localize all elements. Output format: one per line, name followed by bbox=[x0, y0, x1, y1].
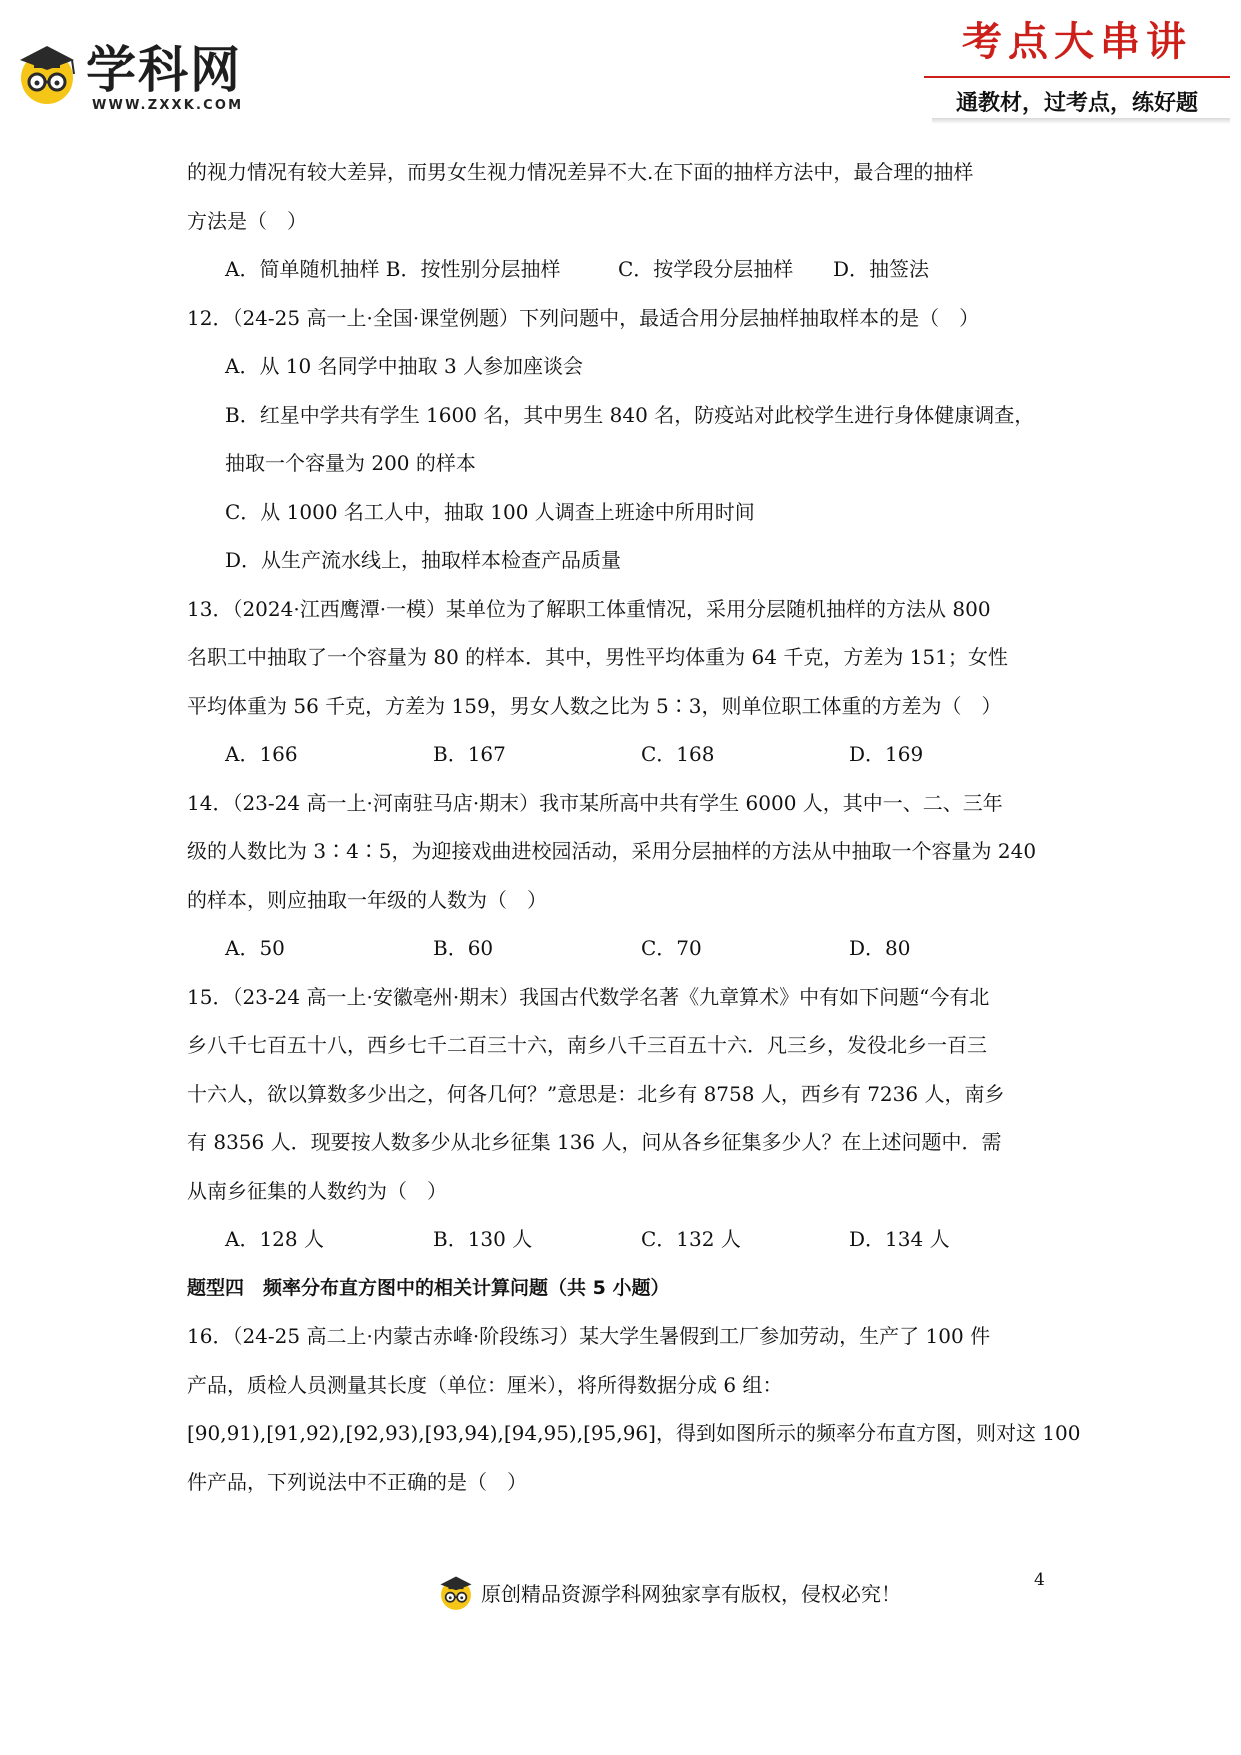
q14-line: 的样本，则应抽取一年级的人数为（ ） bbox=[187, 887, 547, 912]
site-logo[interactable] bbox=[14, 34, 244, 114]
mascot-icon bbox=[14, 40, 80, 106]
option-d: D．80 bbox=[849, 936, 911, 960]
q16-intervals: [90,91),[91,92),[92,93),[93,94),[94,95),[95,96]，得到如图所示的频率分布直方图，则对这 100 bbox=[187, 1421, 1081, 1445]
q13-line: 平均体重为 56 千克，方差为 159，男女人数之比为 5∶3，则单位职工体重的方差为（ ） bbox=[187, 693, 1002, 718]
q12-option-b: B．红星中学共有学生 1600 名，其中男生 840 名，防疫站对此校学生进行身体健康调查， bbox=[225, 402, 1035, 427]
text-line: 的视力情况有较大差异，而男女生视力情况差异不大.在下面的抽样方法中，最合理的抽样 bbox=[187, 160, 974, 184]
logo-text: 学科网 bbox=[86, 41, 242, 99]
footer bbox=[437, 1572, 901, 1612]
option-ab: A．简单随机抽样 B．按性别分层抽样 bbox=[225, 257, 561, 281]
q12-option-c: C．从 1000 名工人中，抽取 100 人调查上班途中所用时间 bbox=[225, 499, 755, 524]
option-c: C．按学段分层抽样 bbox=[618, 257, 794, 281]
q15-line: 有 8356 人．现要按人数多少从北乡征集 136 人，问从各乡征集多少人？在上述问题中．需 bbox=[187, 1130, 1002, 1154]
option-b: B．130 人 bbox=[433, 1227, 533, 1251]
option-c: C．168 bbox=[641, 742, 715, 766]
q15-line: 乡八千七百五十八，西乡七千二百三十六，南乡八千三百五十六．凡三乡，发役北乡一百三 bbox=[187, 1033, 987, 1057]
q16-line: 16．（24-25 高二上·内蒙古赤峰·阶段练习）某大学生暑假到工厂参加劳动，生产了 100 件 bbox=[187, 1324, 991, 1348]
option-c: C．70 bbox=[641, 936, 702, 960]
q12-option-d: D．从生产流水线上，抽取样本检查产品质量 bbox=[225, 548, 622, 572]
q15-options bbox=[187, 1215, 1057, 1264]
q12-option-a: A．从 10 名同学中抽取 3 人参加座谈会 bbox=[225, 354, 584, 378]
q13-line: 名职工中抽取了一个容量为 80 的样本．其中，男性平均体重为 64 千克，方差为 151；女性 bbox=[187, 645, 1008, 669]
q14-line: 14．（23-24 高一上·河南驻马店·期末）我市某所高中共有学生 6000 人，其中一、二、三年 bbox=[187, 790, 1003, 815]
option-b: B．60 bbox=[433, 936, 494, 960]
q15-line: 15．（23-24 高一上·安徽亳州·期末）我国古代数学名著《九章算术》中有如下问题“今有北 bbox=[187, 984, 990, 1009]
document-body bbox=[187, 148, 1081, 1506]
brand-banner bbox=[924, 14, 1230, 114]
q13-line: 13．（2024·江西鹰潭·一模）某单位为了解职工体重情况，采用分层随机抽样的方法从 800 bbox=[187, 596, 991, 621]
q12-option-b-cont: 抽取一个容量为 200 的样本 bbox=[225, 451, 476, 475]
q14-line: 级的人数比为 3∶4∶5，为迎接戏曲进校园活动，采用分层抽样的方法从中抽取一个容量为 240 bbox=[187, 839, 1037, 863]
option-d: D．抽签法 bbox=[833, 257, 930, 281]
page-number: 4 bbox=[1034, 1570, 1045, 1590]
brand-divider bbox=[924, 76, 1230, 78]
brand-title: 考点大串讲 bbox=[962, 18, 1192, 65]
q16-line: 件产品，下列说法中不正确的是（ ） bbox=[187, 1469, 527, 1494]
option-a: A．50 bbox=[225, 936, 285, 960]
q11-options bbox=[187, 245, 1057, 294]
copyright-notice: 原创精品资源学科网独家享有版权，侵权必究！ bbox=[481, 1581, 901, 1606]
option-d: D．134 人 bbox=[849, 1227, 950, 1251]
brand-subtitle: 通教材，过考点，练好题 bbox=[955, 91, 1198, 116]
option-a: A．128 人 bbox=[225, 1227, 324, 1251]
brand-shadow bbox=[932, 118, 1230, 124]
option-d: D．169 bbox=[849, 742, 924, 766]
section-heading: 题型四 频率分布直方图中的相关计算问题（共 5 小题） bbox=[187, 1276, 670, 1299]
q13-options bbox=[187, 730, 1057, 779]
q14-options bbox=[187, 924, 1057, 973]
mascot-icon bbox=[437, 1573, 475, 1611]
option-a: A．166 bbox=[225, 742, 298, 766]
text-line: 方法是（ ） bbox=[187, 208, 307, 233]
option-c: C．132 人 bbox=[641, 1227, 741, 1251]
option-b: B．167 bbox=[433, 742, 506, 766]
q15-line: 十六人，欲以算数多少出之，何各几何？”意思是：北乡有 8758 人，西乡有 7236 人，南乡 bbox=[187, 1081, 1005, 1106]
q16-line: 产品，质检人员测量其长度（单位：厘米），将所得数据分成 6 组： bbox=[187, 1372, 783, 1397]
q15-line: 从南乡征集的人数约为（ ） bbox=[187, 1178, 447, 1203]
logo-url: WWW.ZXXK.COM bbox=[92, 98, 244, 113]
q12-stem: 12．（24-25 高一上·全国·课堂例题）下列问题中，最适合用分层抽样抽取样本的是（ ） bbox=[187, 305, 980, 330]
